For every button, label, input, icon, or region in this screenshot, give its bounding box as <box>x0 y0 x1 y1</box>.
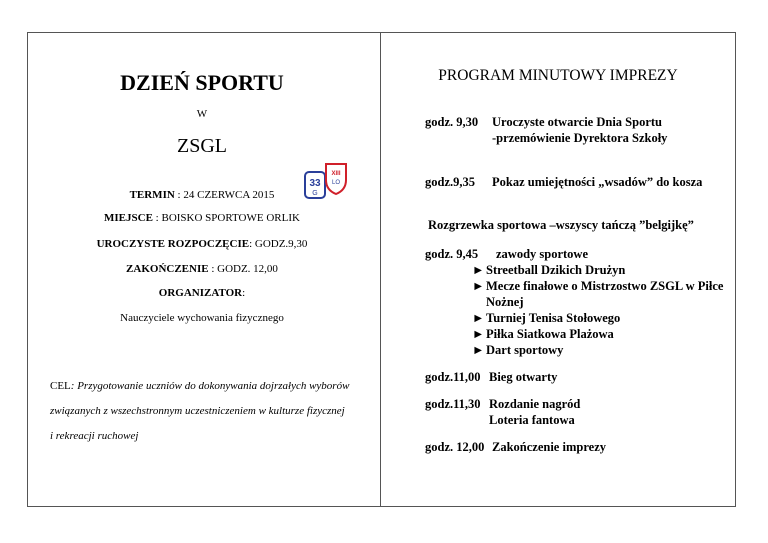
bullet-arrow-icon: ► <box>472 327 485 341</box>
cel-line-2: związanych z wszechstronnym uczestniczeniem w kulturze fizycznej <box>50 405 345 417</box>
miejsce-value: : BOISKO SPORTOWE ORLIK <box>152 212 300 224</box>
bullet-arrow-icon: ► <box>472 279 485 293</box>
event-preposition: W <box>196 108 208 120</box>
logo-right-text: XIII <box>331 171 341 177</box>
miejsce-label: MIEJSCE <box>104 212 153 224</box>
rozpoczecie-label: UROCZYSTE ROZPOCZĘCIE <box>96 238 250 250</box>
organizator-colon: : <box>242 287 246 299</box>
event-title: DZIEŃ SPORTU <box>120 70 284 95</box>
program-item-2: Pokaz umiejętności „wsadów” do kosza <box>492 175 703 189</box>
termin-value: : 24 CZERWCA 2015 <box>174 189 275 201</box>
organizer-name: Nauczyciele wychowania fizycznego <box>120 312 284 324</box>
program-time-2: godz.9,35 <box>425 175 475 189</box>
organizator-label: ORGANIZATOR <box>158 287 243 299</box>
list-item-continuation: Nożnej <box>486 295 524 309</box>
bullet-arrow-icon: ► <box>472 263 485 277</box>
program-rozgrzewka: Rozgrzewka sportowa –wszyscy tańczą ”belgijkę” <box>428 218 694 232</box>
school-name: ZSGL <box>177 135 227 157</box>
program-time-5: godz.11,30 <box>425 397 481 411</box>
info-organizator <box>40 287 364 299</box>
bullet-arrow-icon: ► <box>472 343 485 357</box>
program-loteria: Loteria fantowa <box>489 413 575 427</box>
logo-right-sub: LO <box>331 180 341 186</box>
program-time-3: godz. 9,45 <box>425 247 479 261</box>
program-end: Zakończenie imprezy <box>492 440 606 454</box>
program-item-1-line-1: Uroczyste otwarcie Dnia Sportu <box>492 115 662 129</box>
program-title: PROGRAM MINUTOWY IMPREZY <box>438 67 678 84</box>
program-zawody-label: zawody sportowe <box>496 247 589 261</box>
zakonczenie-value: : GODZ. 12,00 <box>208 263 278 275</box>
info-termin <box>40 189 364 201</box>
list-item: ► Mecze finałowe o Mistrzostwo ZSGL w Piłce <box>472 279 724 293</box>
info-rozpoczecie <box>40 238 364 250</box>
program-item-1-line-2: -przemówienie Dyrektora Szkoły <box>492 131 668 145</box>
logo-left-text: 33 <box>309 178 321 189</box>
cel-line-3: i rekreacji ruchowej <box>50 430 139 442</box>
rozpoczecie-value: : GODZ.9,30 <box>249 238 308 250</box>
program-rozdanie: Rozdanie nagród <box>489 397 581 411</box>
info-zakonczenie <box>40 263 364 275</box>
list-item: ► Dart sportowy <box>472 343 564 357</box>
list-item: ► Streetball Dzikich Drużyn <box>472 263 626 277</box>
list-item: ► Turniej Tenisa Stołowego <box>472 311 621 325</box>
info-miejsce <box>40 212 364 224</box>
logo-left-sub: G <box>312 190 318 197</box>
cel-label: CEL <box>50 380 71 392</box>
cel-text-1: : Przygotowanie uczniów do dokonywania dojrzałych wyborów <box>70 380 350 392</box>
list-item: ► Piłka Siatkowa Plażowa <box>472 327 614 341</box>
termin-label: TERMIN <box>129 189 175 201</box>
program-bieg: Bieg otwarty <box>489 370 558 384</box>
zakonczenie-label: ZAKOŃCZENIE <box>126 263 209 275</box>
page-divider <box>380 32 381 507</box>
program-time-4: godz.11,00 <box>425 370 481 384</box>
bullet-arrow-icon: ► <box>472 311 485 325</box>
program-time-6: godz. 12,00 <box>425 440 485 454</box>
program-time-1: godz. 9,30 <box>425 115 479 129</box>
cel-line-1 <box>50 380 349 392</box>
